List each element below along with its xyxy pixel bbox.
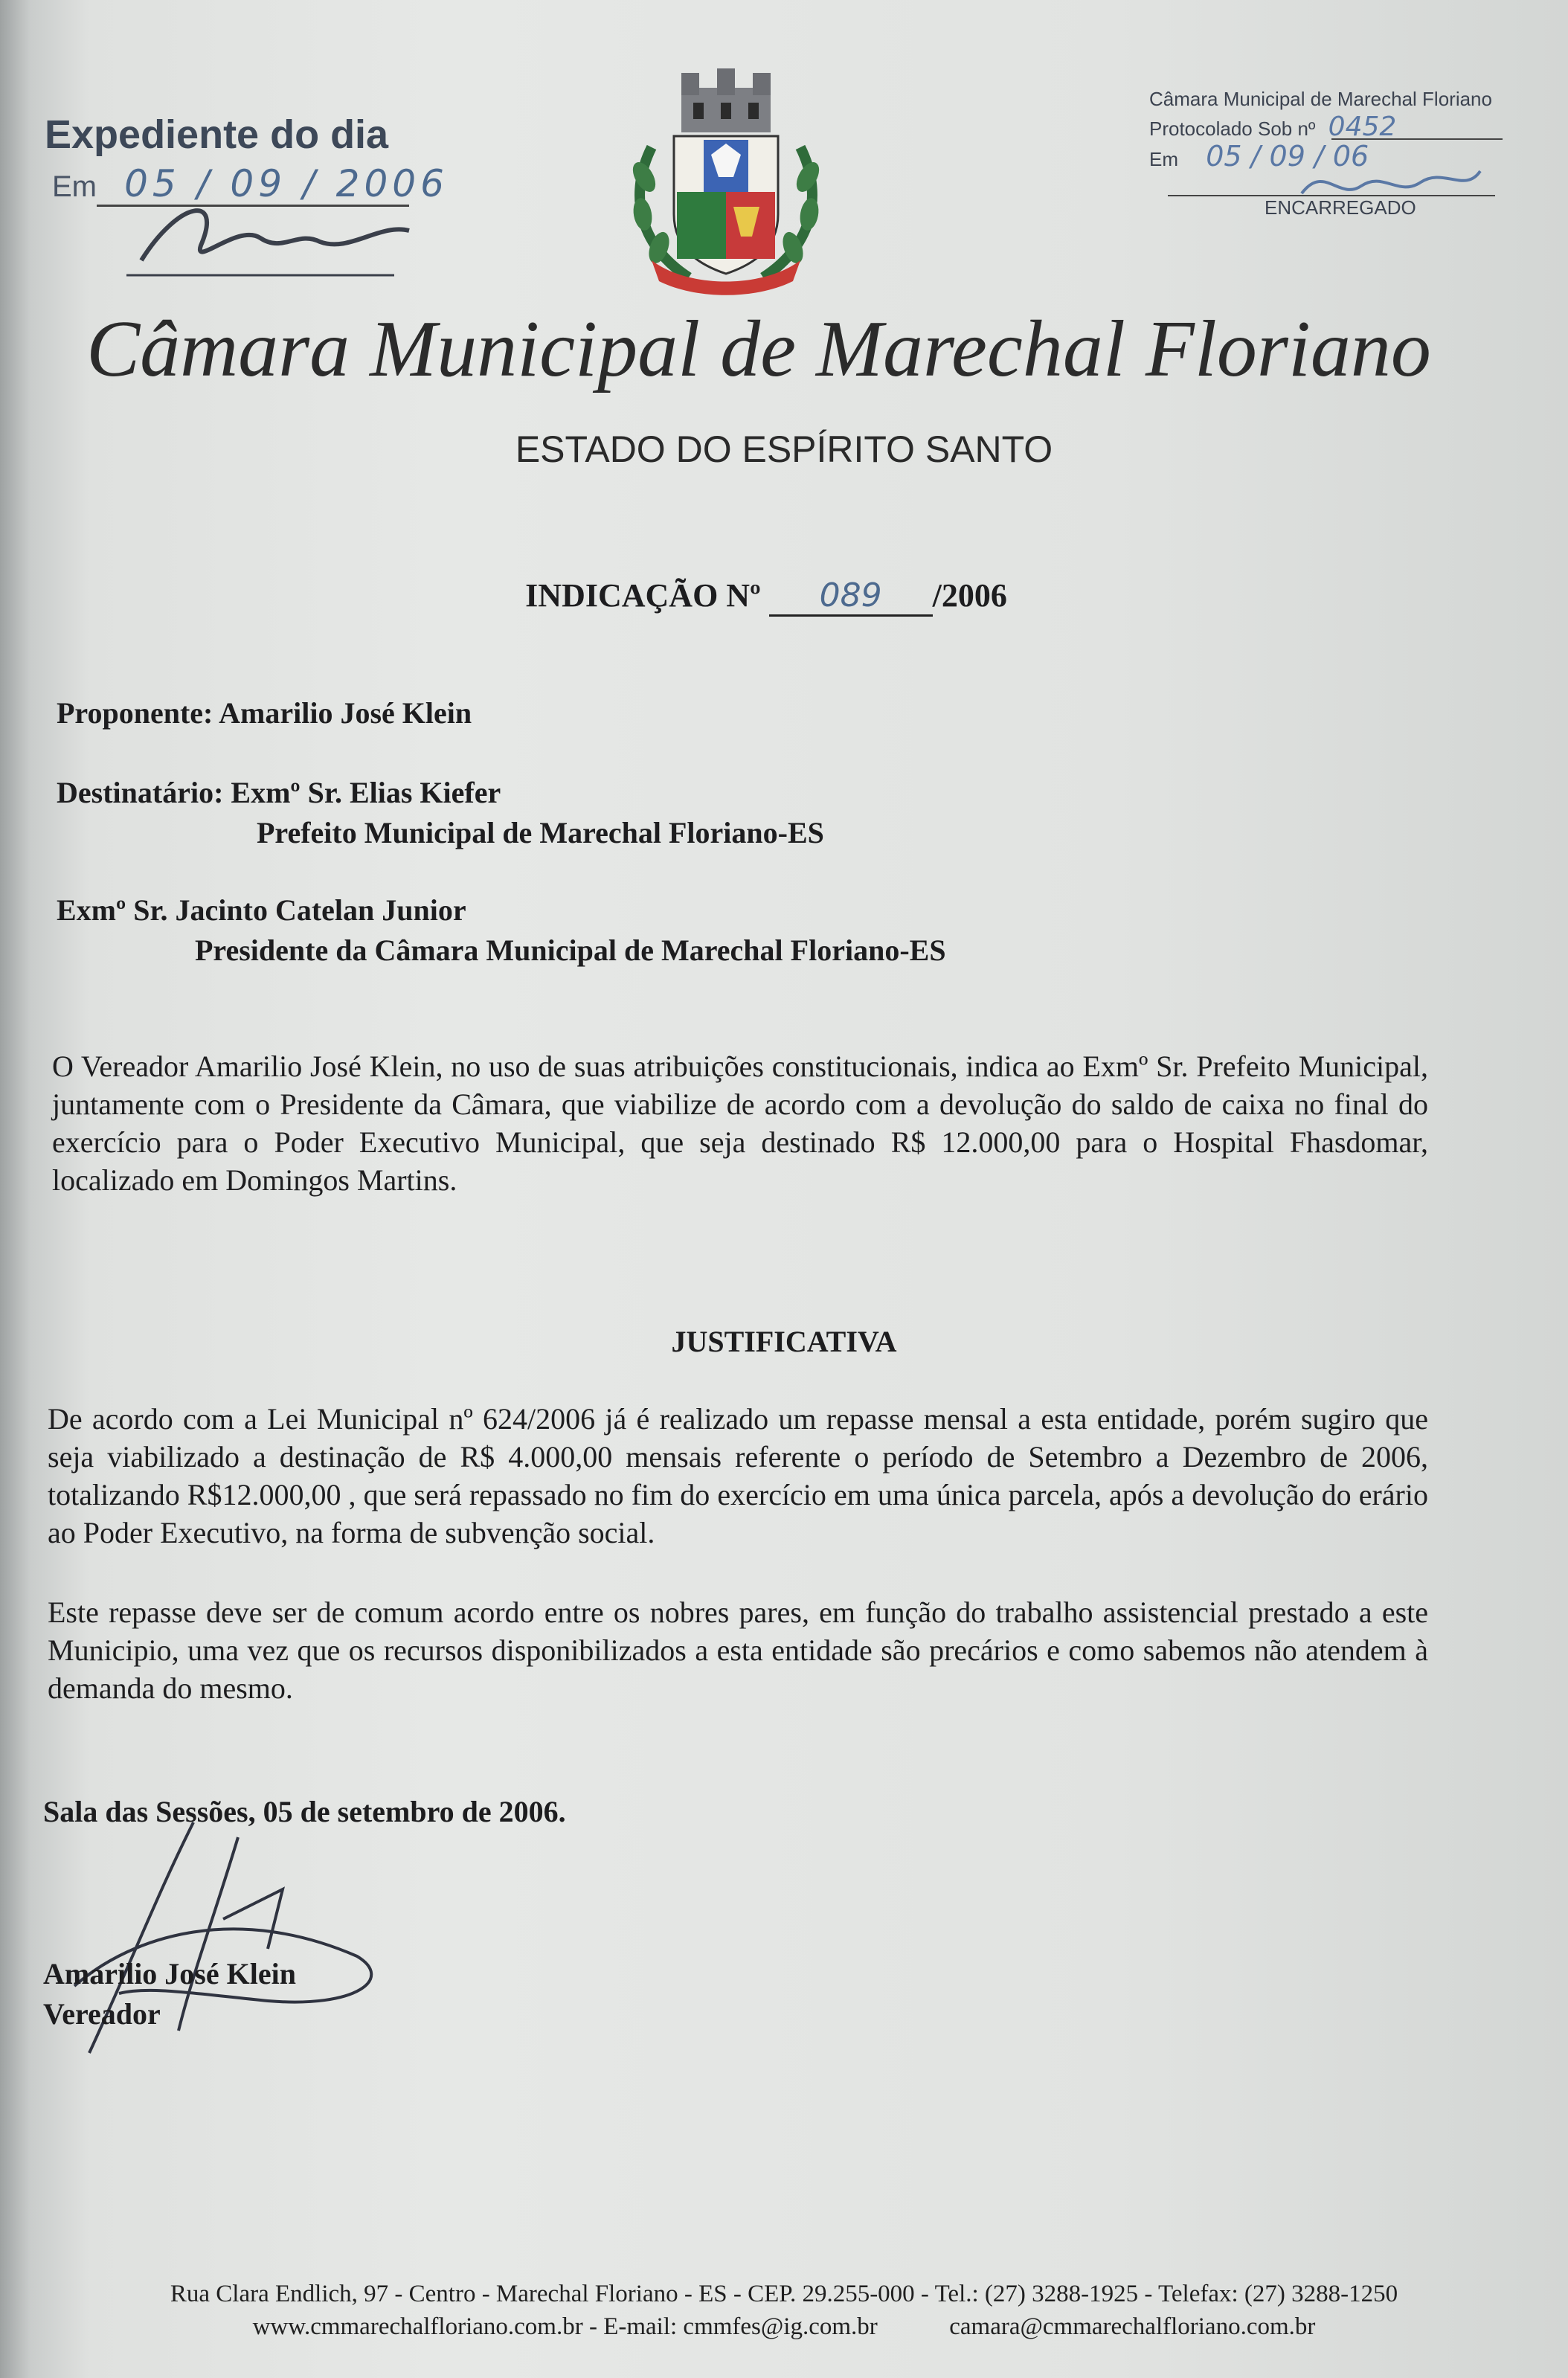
intro-paragraph: O Vereador Amarilio José Klein, no uso de suas atribuições constitucionais, indica ao Exmº Sr. Prefeito Municipal, juntamente com o Presidente da Câmara, que viabilize de acordo com a devolução do saldo de caixa no final do exercício para o Poder Executivo Municipal, que seja destinado R$ 12.000,00 para o Hospital Fhasdomar, localizado em Domingos Martins.	[52, 1050, 1428, 1197]
stamp-right-title: Câmara Municipal de Marechal Floriano	[1149, 88, 1492, 110]
stamp-signature	[112, 179, 424, 283]
proponente-line	[57, 695, 472, 730]
justificativa-paragraph-1: De acordo com a Lei Municipal nº 624/2006 já é realizado um repasse mensal a esta entidade, porém sugiro que seja viabilizado a destinação de R$ 4.000,00 mensais referente o período de Setembro a Dezembro de 2006, totalizando R$12.000,00 , que será repassado no fim do exercício em uma única parcela, após a devolução do erário ao Poder Executivo, na forma de subvenção social.	[48, 1402, 1428, 1549]
stamp-right-date-label: Em	[1149, 148, 1178, 170]
justificativa-heading: JUSTIFICATIVA	[671, 1325, 897, 1358]
signer-name: Amarilio José Klein	[43, 1957, 296, 1990]
presidente-name: Exmº Sr. Jacinto Catelan Junior	[57, 893, 466, 927]
state-subtitle: ESTADO DO ESPÍRITO SANTO	[515, 428, 1053, 470]
destinatario-line	[57, 775, 501, 810]
stamp-protocol	[1149, 112, 1396, 142]
destinatario-label: Destinatário:	[57, 776, 224, 809]
place-date-line: Sala das Sessões, 05 de setembro de 2006.	[43, 1795, 566, 1828]
indicacao-heading	[0, 576, 1532, 617]
footer-address: Rua Clara Endlich, 97 - Centro - Marechal Floriano - ES - CEP. 29.255-000 - Tel.: (27) 3288-1925 - Telefax: (27) 3288-1250	[170, 2281, 1398, 2307]
coat-of-arms-emblem	[622, 65, 830, 301]
destinatario-name: Exmº Sr. Elias Kiefer	[231, 776, 501, 809]
stamp-protocol-label: Protocolado Sob nº	[1149, 118, 1316, 140]
destinatario-role: Prefeito Municipal de Marechal Floriano-ES	[257, 816, 824, 849]
stamp-right-role: ENCARREGADO	[1265, 196, 1416, 219]
stamp-protocol-number: 0452	[1328, 112, 1397, 142]
stamp-date-prefix: Em	[52, 170, 97, 203]
presidente-role: Presidente da Câmara Municipal de Marechal Floriano-ES	[195, 933, 946, 967]
signer-role: Vereador	[43, 1997, 161, 2031]
stamp-expediente-label: Expediente do dia	[45, 112, 389, 157]
justificativa-paragraph-2: Este repasse deve ser de comum acordo entre os nobres pares, em função do trabalho assistencial prestado a este Municipio, uma vez que os recursos disponibilizados a esta entidade são precários e como sabemos não atendem à demanda do mesmo.	[48, 1595, 1428, 1705]
stamp-date-handwritten: 05 / 09 / 2006	[124, 162, 449, 205]
proponente-name: Amarilio José Klein	[219, 696, 472, 730]
indicacao-label: INDICAÇÃO Nº	[525, 577, 761, 614]
institution-title: Câmara Municipal de Marechal Floriano	[86, 305, 1431, 393]
footer-email-1: cmmfes@ig.com.br	[683, 2313, 878, 2340]
handwritten-signature	[45, 1807, 402, 2075]
footer-email-2: camara@cmmarechalfloriano.com.br	[949, 2313, 1316, 2340]
indicacao-year: /2006	[932, 577, 1007, 614]
stamp-right-date-value: 05 / 09 / 06	[1206, 140, 1369, 173]
indicacao-number: 089	[769, 576, 933, 617]
footer-email-label: E-mail:	[603, 2313, 678, 2340]
footer-website: www.cmmarechalfloriano.com.br	[252, 2313, 583, 2340]
proponente-label: Proponente:	[57, 696, 213, 730]
footer-contacts: www.cmmarechalfloriano.com.br - E-mail: cmmfes@ig.com.br camara@cmmarechalfloriano.com.br	[252, 2313, 1316, 2340]
